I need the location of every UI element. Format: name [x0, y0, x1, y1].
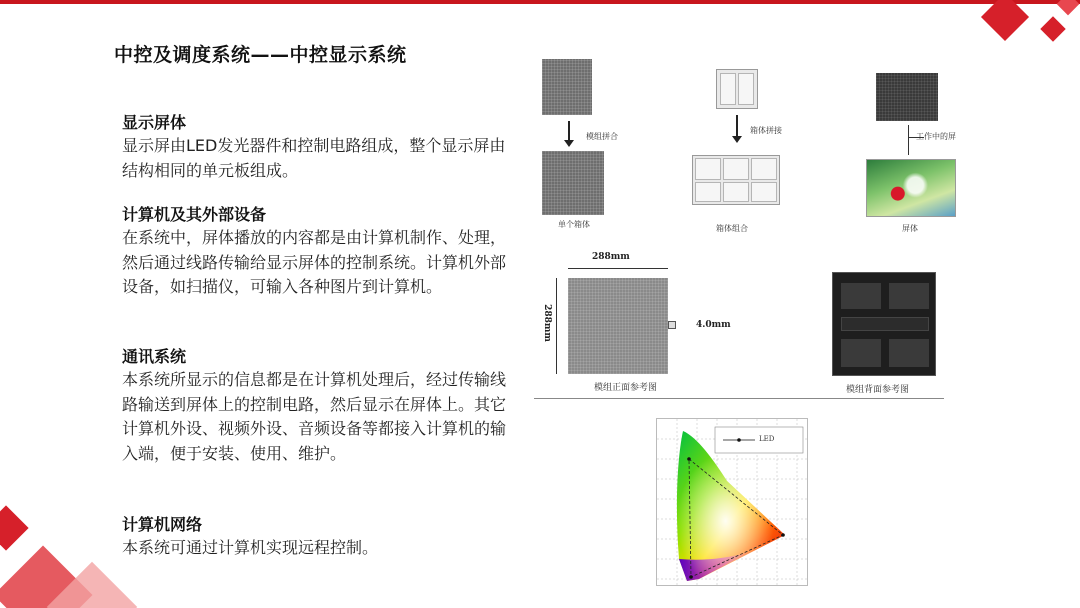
- figure-caption: 单个箱体: [558, 220, 590, 229]
- module-front-image: [568, 278, 668, 374]
- arrow-down-icon: [736, 115, 738, 137]
- cabinet-group-image: [692, 155, 780, 205]
- section-body: 本系统可通过计算机实现远程控制。: [122, 538, 379, 557]
- section-body: 本系统所显示的信息都是在计算机处理后，经过传输线路输送到屏体上的控制电路，然后显示在屏体上。其它计算机外设、视频外设、音频设备等都接入计算机的输入端，便于安装、使用、维护。: [122, 370, 507, 463]
- figure-caption: 箱体组合: [716, 224, 748, 233]
- dimension-label: 4.0mm: [696, 320, 731, 330]
- screen-off-image: [876, 73, 938, 121]
- corner-decoration: [1040, 16, 1065, 41]
- dimension-label: 288mm: [592, 252, 630, 262]
- corner-decoration: [1057, 0, 1080, 15]
- divider: [534, 398, 944, 399]
- section-body: 显示屏由LED发光器件和控制电路组成，整个显示屏由结构相同的单元板组成。: [122, 136, 506, 180]
- dimension-line: [568, 268, 668, 269]
- legend-label: LED: [759, 435, 775, 443]
- figure-caption: 模组背面参考图: [846, 385, 910, 395]
- leader-line: [908, 125, 909, 155]
- module-back-image: [832, 272, 936, 376]
- figure-caption: 模组正面参考图: [594, 383, 658, 393]
- section-body: 在系统中，屏体播放的内容都是由计算机制作、处理，然后通过线路传输给显示屏体的控制系统。计算机外部设备，如扫描仪，可输入各种图片到计算机。: [122, 228, 507, 296]
- arrow-down-icon: [568, 121, 570, 141]
- figure-caption: 屏体: [902, 224, 918, 233]
- working-screen-image: [866, 159, 956, 217]
- section-heading: 通讯系统: [122, 347, 187, 366]
- corner-decoration: [0, 505, 29, 550]
- dimension-line: [556, 278, 557, 374]
- section-heading: 计算机网络: [122, 515, 203, 534]
- module-image: [542, 59, 592, 115]
- step-label: 箱体拼接: [750, 126, 782, 135]
- assembly-figure: [530, 55, 980, 235]
- step-label: 工作中的屏: [916, 132, 956, 141]
- section-heading: 计算机及其外部设备: [122, 205, 267, 224]
- connector: [668, 321, 676, 329]
- chromaticity-svg: [657, 419, 808, 586]
- top-accent-bar: [0, 0, 1080, 4]
- corner-decoration: [981, 0, 1029, 41]
- single-cabinet-image: [542, 151, 604, 215]
- page-title: 中控及调度系统——中控显示系统: [114, 44, 407, 66]
- module-dimension-figure: [530, 248, 950, 398]
- step-label: 模组拼合: [586, 132, 618, 141]
- chromaticity-diagram: [656, 418, 808, 586]
- cabinet-image: [716, 69, 758, 109]
- section-heading: 显示屏体: [122, 113, 187, 132]
- dimension-label: 288mm: [541, 304, 552, 342]
